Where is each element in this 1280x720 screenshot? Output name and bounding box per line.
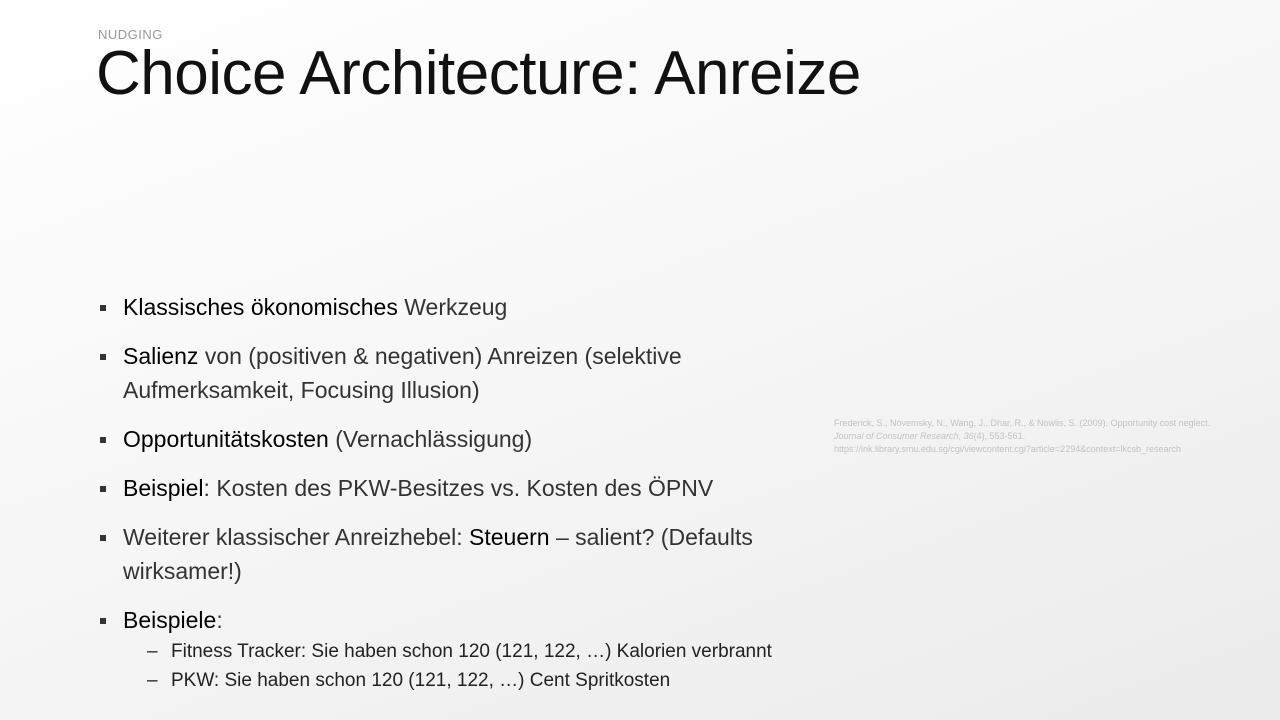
bullet-keyword: Klassisches ökonomisches [123, 294, 398, 320]
sub-bullet-item: – PKW: Sie haben schon 120 (121, 122, …) Cent Spritkosten [145, 666, 798, 695]
bullet-item [98, 422, 798, 456]
bullet-list [98, 290, 798, 695]
bullet-keyword: Opportunitätskosten [123, 426, 329, 452]
bullet-keyword: Steuern [469, 524, 550, 550]
bullet-keyword: Beispiel [123, 475, 204, 501]
citation-pages: (4), 553-561. [973, 431, 1026, 441]
bullet-text: (Vernachlässigung) [328, 426, 533, 452]
citation-authors: Frederick, S., Novemsky, N., Wang, J., Dhar, R., & Nowlis, S. (2009). Opportunity cost neglect. [834, 418, 1211, 428]
bullet-text: – salient? (Defaults wirksamer!) [123, 524, 753, 584]
citation-volume: , 36 [958, 431, 974, 441]
bullet-keyword: Salienz [123, 343, 199, 369]
citation [834, 417, 1234, 456]
bullet-keyword: Beispiele [123, 607, 217, 633]
bullet-item [98, 290, 798, 324]
bullet-item [98, 339, 798, 407]
bullet-item [98, 520, 798, 588]
bullet-item [98, 471, 798, 505]
slide-title: Choice Architecture: Anreize [96, 39, 861, 108]
citation-journal: Journal of Consumer Research [834, 431, 959, 441]
sub-bullet-list [123, 637, 798, 695]
bullet-text: Weiterer klassischer Anreizhebel: [123, 524, 469, 550]
citation-url: https://ink.library.smu.edu.sg/cgi/viewcontent.cgi?article=2294&context=lkcsb_research [834, 444, 1182, 454]
sub-bullet-item: – Fitness Tracker: Sie haben schon 120 (121, 122, …) Kalorien verbrannt [145, 637, 798, 666]
bullet-text: : Kosten des PKW-Besitzes vs. Kosten des ÖPNV [203, 475, 714, 501]
bullet-item [98, 603, 798, 695]
bullet-text: : [216, 607, 223, 633]
bullet-text: von (positiven & negativen) Anreizen (selektive Aufmerksamkeit, Focusing Illusion) [123, 343, 682, 403]
bullet-text: Werkzeug [397, 294, 508, 320]
section-label: NUDGING [98, 27, 163, 42]
